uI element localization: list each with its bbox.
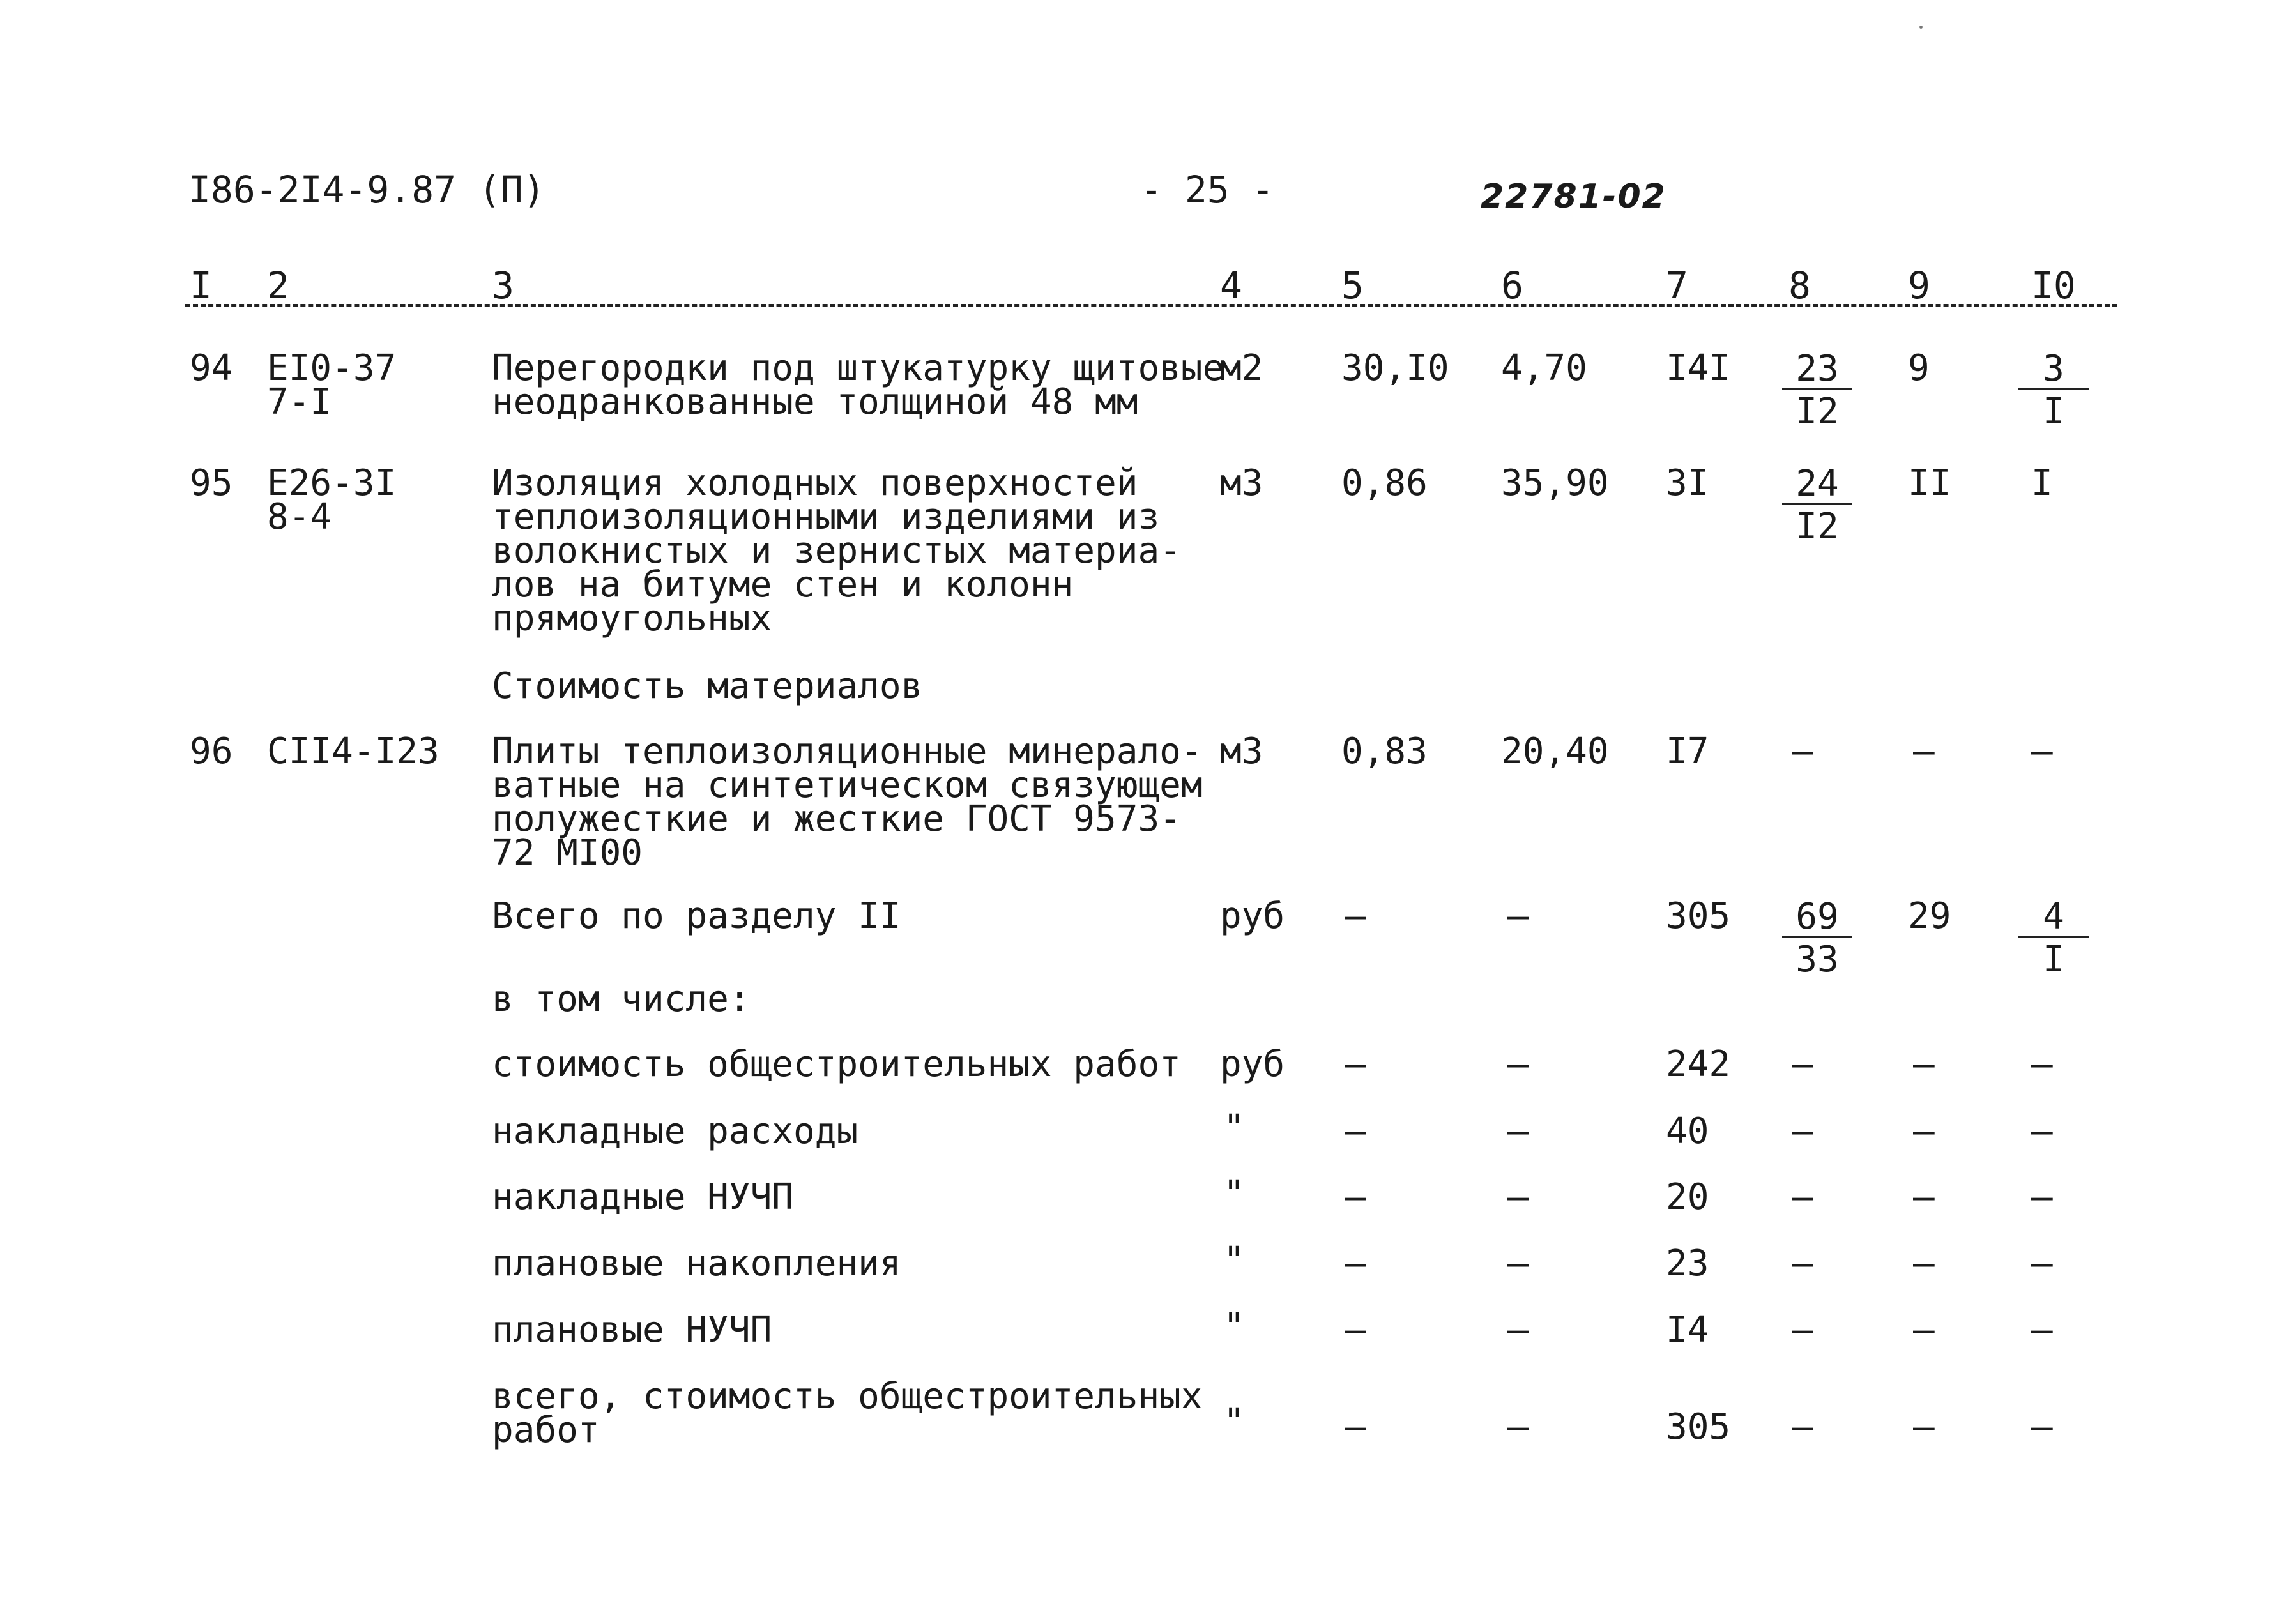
total-cost: 40 xyxy=(1666,1111,1709,1152)
column-header-5: 5 xyxy=(1341,264,1364,307)
total-cost: I4I xyxy=(1666,347,1731,389)
row-number: 94 xyxy=(190,347,233,389)
total-cost: 305 xyxy=(1666,1406,1731,1448)
column-header-1: I xyxy=(190,264,212,307)
total-label: Всего по разделу II xyxy=(492,895,901,937)
column-header-4: 4 xyxy=(1220,264,1242,307)
machine-cost: – xyxy=(1913,731,1935,772)
breakdown-label: накладные расходы xyxy=(492,1111,858,1152)
unit-cost: 4,70 xyxy=(1501,347,1587,389)
machine-cost: – xyxy=(1913,1176,1935,1218)
operator-wage-value: 3 xyxy=(2018,351,2089,390)
machine-cost: 29 xyxy=(1908,895,1951,937)
operator-wage: – xyxy=(2031,1243,2053,1284)
unit-cost: 35,90 xyxy=(1501,462,1609,504)
unit: руб xyxy=(1220,895,1285,937)
quantity: – xyxy=(1345,895,1366,937)
wage-fraction xyxy=(1782,348,1852,432)
ditto-mark: " xyxy=(1223,1107,1245,1149)
machine-cost: – xyxy=(1913,1043,1935,1085)
quantity: – xyxy=(1345,1243,1366,1284)
quantity: 30,I0 xyxy=(1341,347,1449,389)
operator-wage: – xyxy=(2031,1043,2053,1085)
wage-cost: – xyxy=(1792,1043,1813,1085)
wage-value: 24 xyxy=(1782,466,1852,505)
document-code: I86-2I4-9.87 (П) xyxy=(188,168,545,211)
unit-cost: – xyxy=(1507,1309,1529,1351)
unit-cost: – xyxy=(1507,1406,1529,1448)
ditto-mark: " xyxy=(1223,1240,1245,1281)
unit: м3 xyxy=(1220,462,1263,504)
quantity: 0,86 xyxy=(1341,462,1428,504)
operator-wage: – xyxy=(2031,1111,2053,1152)
grand-total-label: всего, стоимость общестроительных работ xyxy=(492,1376,1203,1451)
unit: м3 xyxy=(1220,731,1263,772)
unit-cost: – xyxy=(1507,1043,1529,1085)
inventory-number: 22781-02 xyxy=(1481,178,1666,216)
total-cost: 242 xyxy=(1666,1043,1731,1085)
wage-cost: – xyxy=(1792,1406,1813,1448)
wage-subvalue: I2 xyxy=(1796,391,1839,432)
operator-wage: – xyxy=(2031,1309,2053,1351)
header-divider xyxy=(185,304,2117,307)
machine-cost: II xyxy=(1908,462,1951,504)
quantity: – xyxy=(1345,1309,1366,1351)
operator-wage: – xyxy=(2031,731,2053,772)
wage-fraction xyxy=(1782,896,1852,980)
quantity: – xyxy=(1345,1043,1366,1085)
wage-value: 23 xyxy=(1782,351,1852,390)
subsection-heading: в том числе: xyxy=(492,978,751,1020)
machine-cost: – xyxy=(1913,1243,1935,1284)
breakdown-label: стоимость общестроительных работ xyxy=(492,1043,1181,1085)
operator-wage: – xyxy=(2031,1176,2053,1218)
column-header-6: 6 xyxy=(1501,264,1523,307)
total-cost: I7 xyxy=(1666,731,1709,772)
operator-wage: I xyxy=(2031,462,2053,504)
operator-wage-subvalue: I xyxy=(2043,391,2064,432)
column-header-8: 8 xyxy=(1788,264,1811,307)
rate-code: CII4-I23 xyxy=(267,731,439,772)
quantity: – xyxy=(1345,1406,1366,1448)
operator-wage-fraction xyxy=(2018,348,2089,432)
operator-wage-value: 4 xyxy=(2018,899,2089,938)
total-cost: I4 xyxy=(1666,1309,1709,1351)
column-header-10: I0 xyxy=(2031,264,2076,307)
column-header-7: 7 xyxy=(1666,264,1688,307)
machine-cost: – xyxy=(1913,1111,1935,1152)
unit-cost: – xyxy=(1507,1176,1529,1218)
wage-subvalue: 33 xyxy=(1796,939,1839,980)
ditto-mark: " xyxy=(1223,1306,1245,1347)
quantity: – xyxy=(1345,1111,1366,1152)
row-number: 96 xyxy=(190,731,233,772)
wage-value: 69 xyxy=(1782,899,1852,938)
unit-cost: – xyxy=(1507,895,1529,937)
scan-speck xyxy=(1919,26,1923,29)
breakdown-label: плановые накопления xyxy=(492,1243,901,1284)
wage-cost: – xyxy=(1792,1243,1813,1284)
column-header-3: 3 xyxy=(492,264,514,307)
wage-cost: – xyxy=(1792,1111,1813,1152)
quantity: – xyxy=(1345,1176,1366,1218)
page-number: - 25 - xyxy=(1140,168,1274,211)
total-cost: 3I xyxy=(1666,462,1709,504)
machine-cost: – xyxy=(1913,1309,1935,1351)
wage-cost: – xyxy=(1792,731,1813,772)
total-cost: 20 xyxy=(1666,1176,1709,1218)
wage-cost: – xyxy=(1792,1176,1813,1218)
machine-cost: 9 xyxy=(1908,347,1930,389)
operator-wage-fraction xyxy=(2018,896,2089,980)
breakdown-label: плановые НУЧП xyxy=(492,1309,772,1351)
work-description: Плиты теплоизоляционные минерало- ватные на синтетическом связующем полужесткие и жесткие ГОСТ 9573- 72 MI00 xyxy=(492,731,1203,874)
rate-code: EI0-37 7-I xyxy=(267,347,397,423)
unit-cost: 20,40 xyxy=(1501,731,1609,772)
work-description: Изоляция холодных поверхностей теплоизоляционными изделиями из волокнистых и зернистых материа- лов на битуме стен и колонн прямоугольных xyxy=(492,462,1181,639)
machine-cost: – xyxy=(1913,1406,1935,1448)
row-number: 95 xyxy=(190,462,233,504)
unit: м2 xyxy=(1220,347,1263,389)
unit: руб xyxy=(1220,1043,1285,1085)
rate-code: E26-3I 8-4 xyxy=(267,462,397,538)
breakdown-label: накладные НУЧП xyxy=(492,1176,794,1218)
quantity: 0,83 xyxy=(1341,731,1428,772)
work-description: Перегородки под штукатурку щитовые неодранкованные толщиной 48 мм xyxy=(492,347,1224,423)
column-header-2: 2 xyxy=(267,264,289,307)
unit-cost: – xyxy=(1507,1243,1529,1284)
section-heading: Стоимость материалов xyxy=(492,665,923,707)
wage-fraction xyxy=(1782,463,1852,547)
wage-subvalue: I2 xyxy=(1796,506,1839,547)
total-cost: 305 xyxy=(1666,895,1731,937)
operator-wage: – xyxy=(2031,1406,2053,1448)
total-cost: 23 xyxy=(1666,1243,1709,1284)
column-header-9: 9 xyxy=(1908,264,1930,307)
ditto-mark: " xyxy=(1223,1173,1245,1215)
ditto-mark: " xyxy=(1223,1401,1245,1443)
wage-cost: – xyxy=(1792,1309,1813,1351)
unit-cost: – xyxy=(1507,1111,1529,1152)
operator-wage-subvalue: I xyxy=(2043,939,2064,980)
